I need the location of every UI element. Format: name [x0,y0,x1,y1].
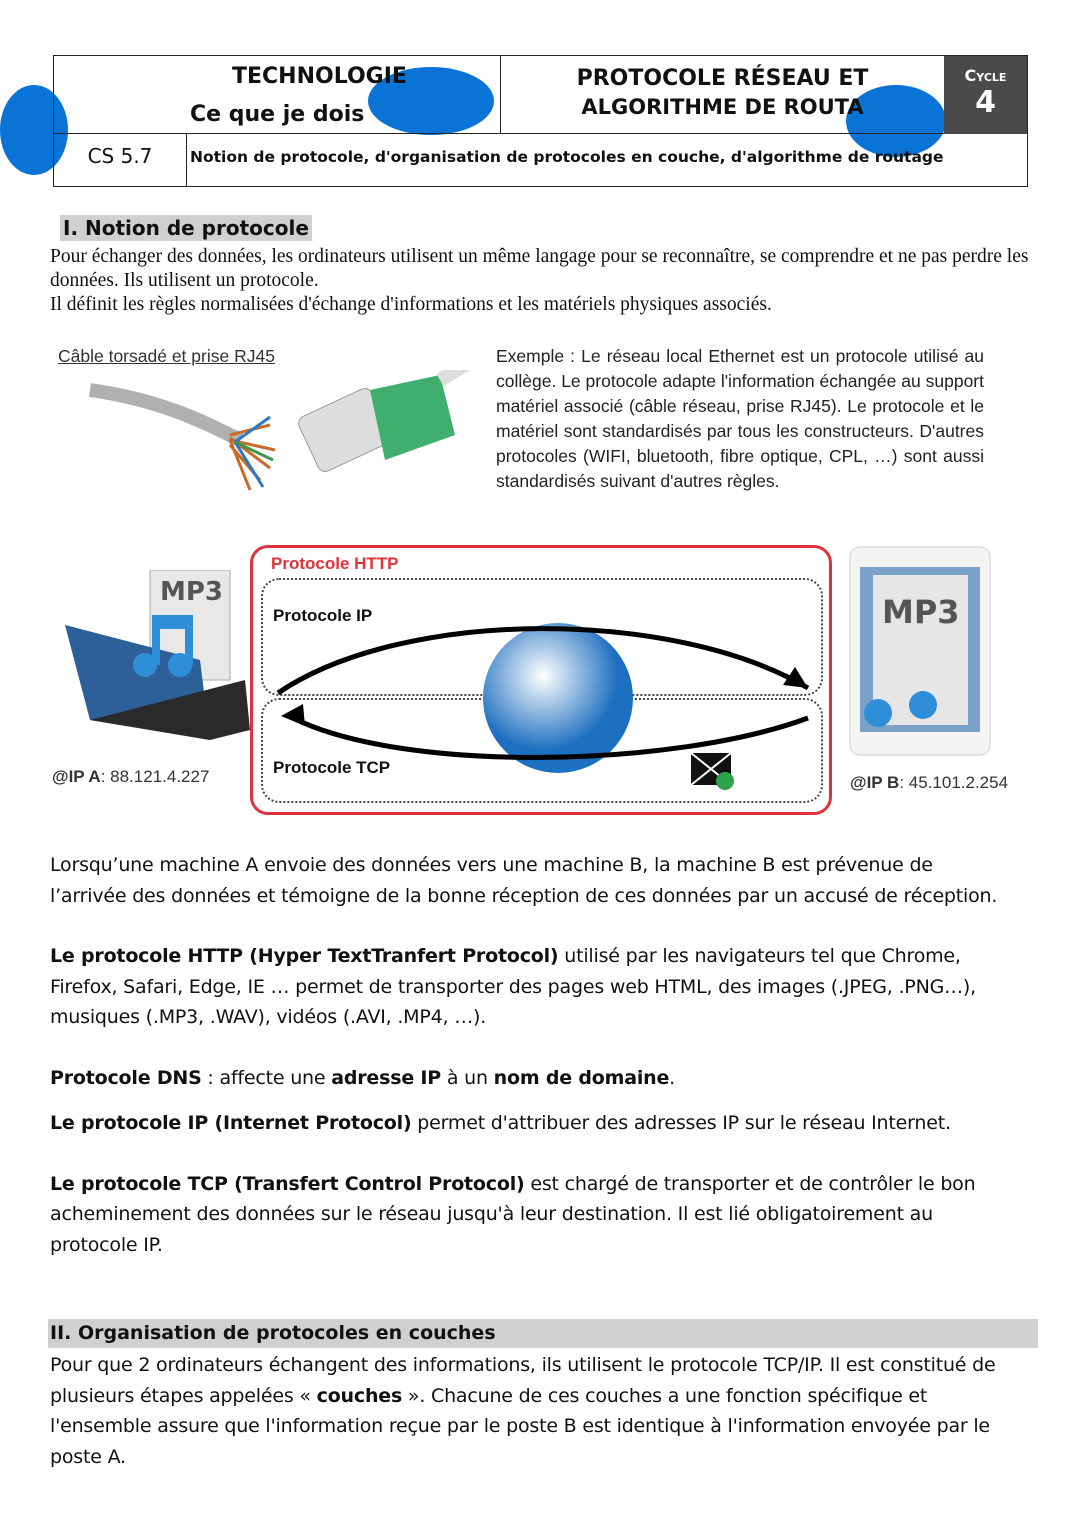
paragraph: Il définit les règles normalisées d'échange d'informations et les matériels physiques associés. [50,294,772,315]
paragraph: Pour échanger des données, les ordinateurs utilisent un même langage pour se reconnaître, se comprendre et ne pas perdre les données. Ils utilisent un protocole. [50,246,1029,291]
ip-b-value: : 45.101.2.254 [899,773,1009,792]
paragraph-tcp [50,1169,1010,1261]
section-1-heading: I. Notion de protocole [60,215,312,241]
text: : affecte une [201,1066,332,1089]
example-text: Exemple : Le réseau local Ethernet est un protocole utilisé au collège. Le protocole adapte l'information échangée au support matériel associé (câble réseau, prise RJ45). Le protocole et le matériel sont standardisés par tous les constructeurs. D'autres protocoles (WIFI, bluetooth, fibre optique, CPL, …) sont aussi standardisés suivant d'autres règles. [496,346,984,491]
cycle-badge [944,56,1027,134]
ip-term: Le protocole IP (Internet Protocol) [50,1112,412,1134]
subject: TECHNOLOGIE [232,64,407,89]
section-2-heading: II. Organisation de protocoles en couches [50,1322,496,1344]
text: couches [316,1384,403,1407]
text: . [669,1066,676,1089]
tcp-term: Le protocole TCP (Transfert Control Protocol) [50,1172,525,1195]
tablet-icon [848,545,993,760]
ip-address-b [850,773,1008,793]
http-term: Le protocole HTTP (Hyper TextTranfert Protocol) [50,945,559,967]
competence-code: CS 5.7 [54,134,187,186]
mp3-label: MP3 [160,577,224,607]
text: adresse IP [331,1066,442,1089]
globe-icon [483,623,633,773]
envelope-check-icon [691,753,734,790]
section-1-intro [50,245,1040,317]
text: nom de domaine [493,1066,670,1089]
text: à un [441,1066,494,1089]
paragraph-dns [50,1063,1010,1094]
title-line-2: ALGORITHME DE ROUTA [581,95,864,119]
ip-a-value: : 88.121.4.227 [100,767,210,786]
section-2-heading-bar [48,1319,1038,1348]
cycle-label: Cycle [964,66,1007,85]
subtitle: Ce que je dois [190,102,365,127]
dns-term: Protocole DNS [50,1066,202,1089]
tcp-definition: est chargé de transporter et de contrôler le bon acheminement des données sur le réseau jusqu'à leur destination. Il est lié obligatoirement au protocole IP. [50,1172,976,1256]
paragraph-ip [50,1108,1010,1139]
competence-description: Notion de protocole, d'organisation de protocoles en couche, d'algorithme de routage [190,148,944,166]
header-title-cell [501,56,944,134]
tcp-label: Protocole TCP [273,758,391,777]
ip-label: Protocole IP [273,606,373,625]
paragraph-http [50,941,1010,1033]
rj45-cable-image [80,370,490,500]
http-definition: utilisé par les navigateurs tel que Chrome, Firefox, Safari, Edge, IE … permet de transporter des pages web HTML, des images (.JPEG, .PNG…), musiques (.MP3, .WAV), vidéos (.AVI, .MP4, …). [50,945,976,1028]
text: ». Chacune de ces couches a une fonction spécifique et l'ensemble assure que l'information reçue par le poste B est identique à l'information envoyée par le poste A. [50,1384,990,1468]
section-2-body [50,1350,1010,1472]
ip-a-label: @IP A [52,767,101,786]
ip-address-a [52,767,209,787]
text: Pour que 2 ordinateurs échangent des informations, ils utilisent le protocole TCP/IP. Il est constitué de plusieurs étapes appelées « [50,1354,996,1407]
http-protocol-frame [250,545,832,815]
ip-b-label: @IP B [850,773,900,792]
globe-and-arrows [253,548,833,813]
section-1-body [50,850,1010,1260]
paragraph: Lorsqu’une machine A envoie des données vers une machine B, la machine B est prévenue de l’arrivée des données et témoigne de la bonne réception de ces données par un accusé de réception. [50,854,998,907]
cable-caption: Câble torsadé et prise RJ45 [58,346,275,366]
title-line-1: PROTOCOLE RÉSEAU ET [576,66,869,91]
header-table [53,55,1028,187]
http-label: Protocole HTTP [271,554,399,573]
cycle-number: 4 [975,85,996,120]
protocol-diagram [40,535,1040,820]
ip-definition: permet d'attribuer des adresses IP sur le réseau Internet. [411,1112,951,1134]
mp3-label: MP3 [882,593,960,631]
header-subject-cell [54,56,501,134]
